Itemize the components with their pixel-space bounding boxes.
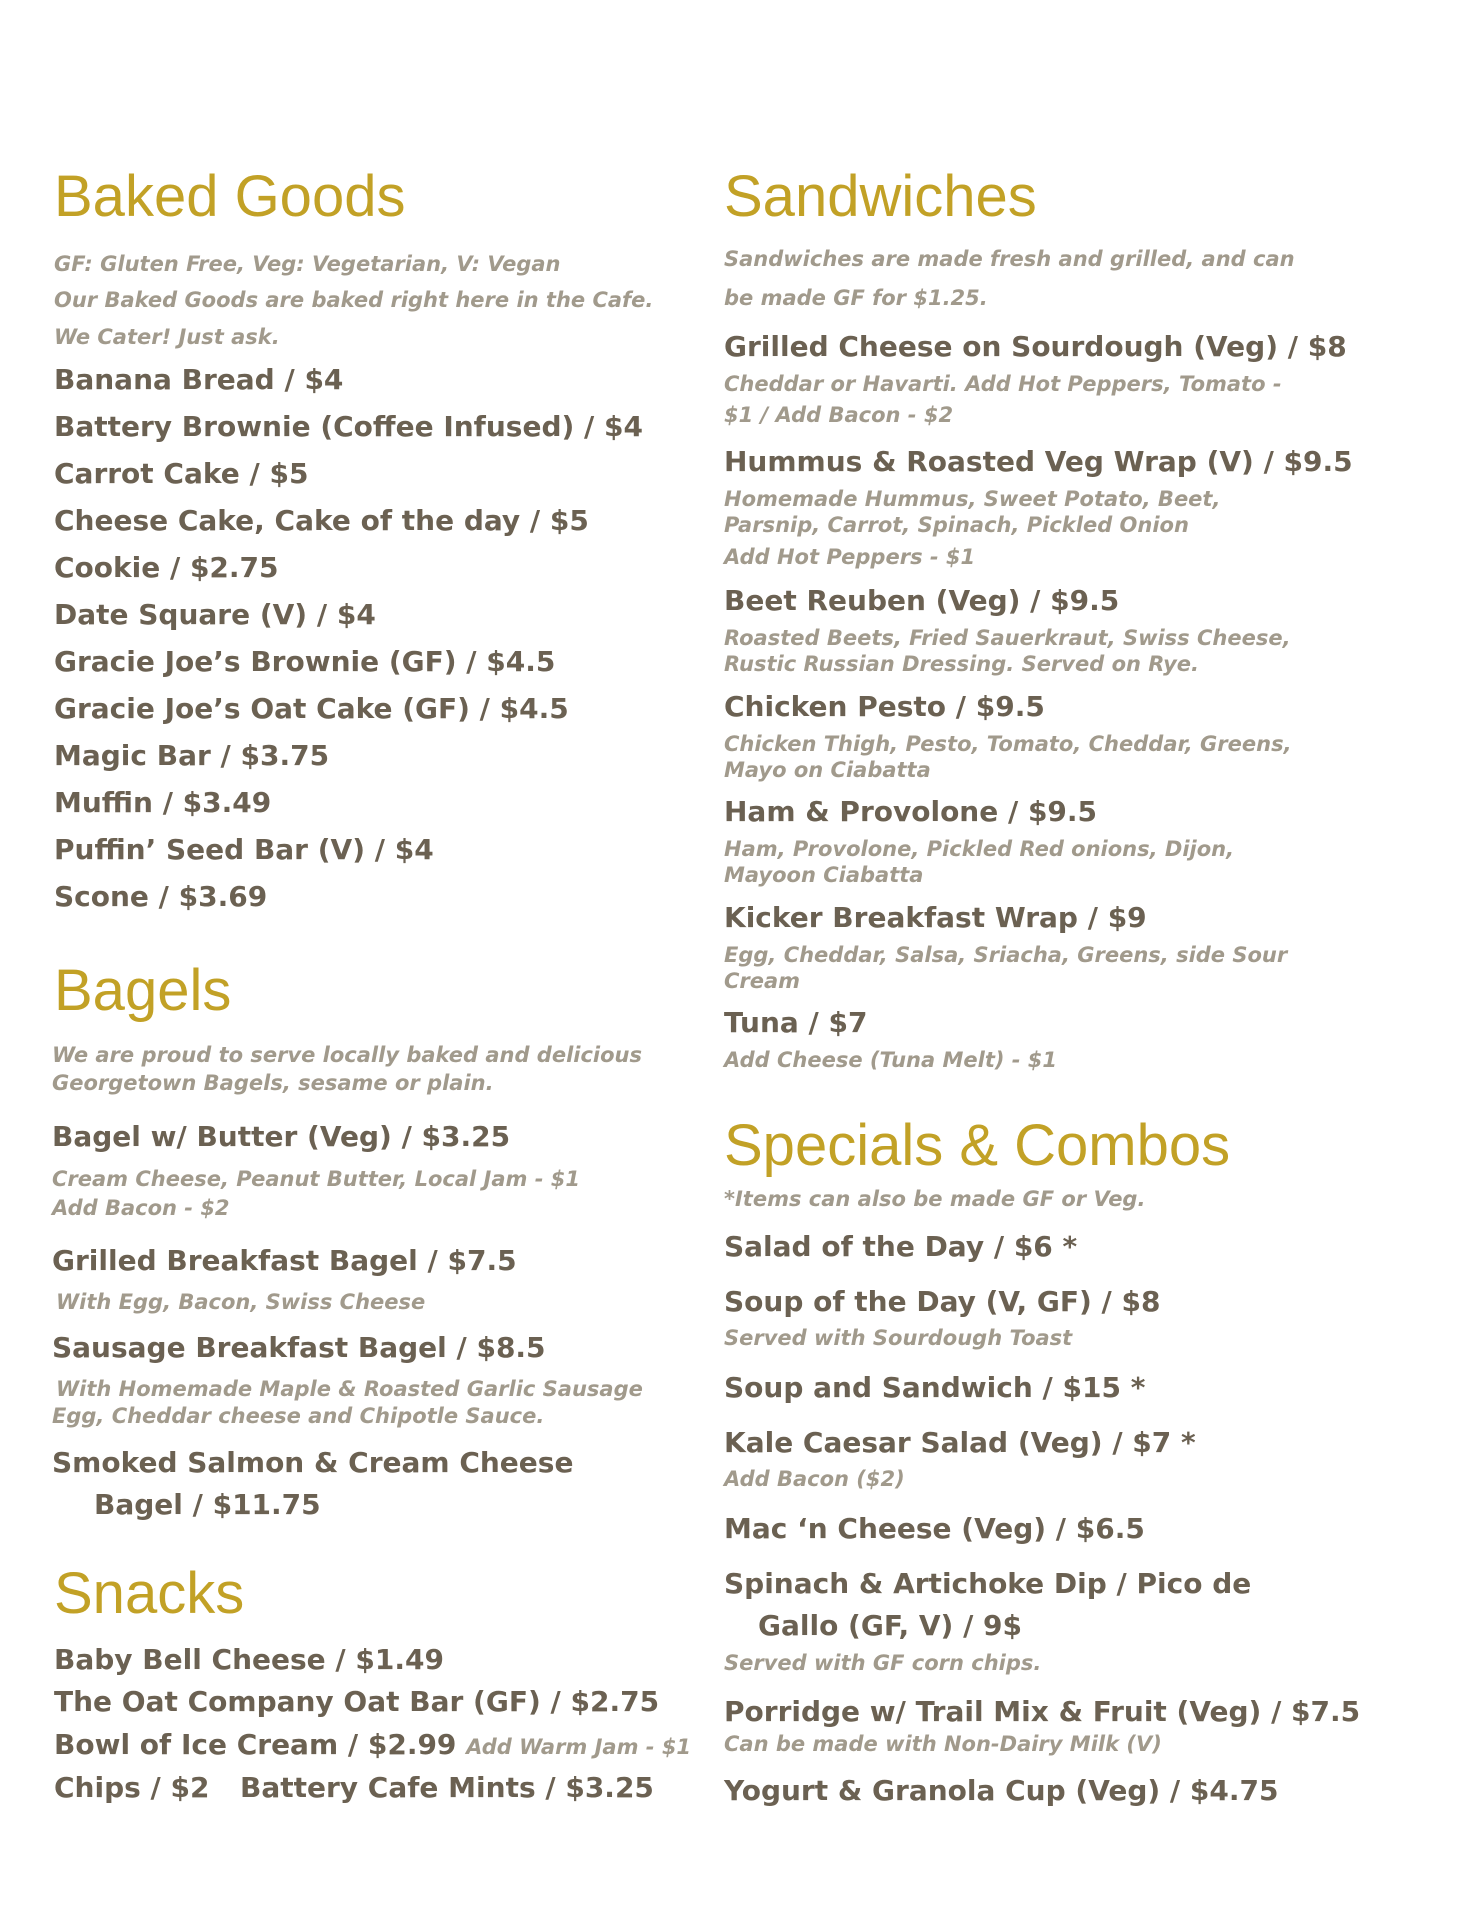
item-description: Mayoon Ciabatta (724, 863, 924, 887)
bagels-intro: Georgetown Bagels, sesame or plain. (52, 1071, 494, 1095)
menu-item: Yogurt & Granola Cup (Veg) / $4.75 (724, 1774, 1279, 1807)
item-description: Add Bacon - $2 (52, 1196, 230, 1220)
menu-item: Bowl of Ice Cream / $2.99 (54, 1728, 457, 1761)
menu-item: Salad of the Day / $6 * (724, 1230, 1078, 1263)
bagels-heading: Bagels (54, 958, 232, 1023)
item-description: Homemade Hummus, Sweet Potato, Beet, (724, 487, 1221, 511)
item-description: Mayo on Ciabatta (724, 758, 931, 782)
baked-goods-cater-note: We Cater! Just ask. (54, 325, 280, 349)
menu-item: Cheese Cake, Cake of the day / $5 (54, 504, 589, 537)
item-description: Cheddar or Havarti. Add Hot Peppers, Tomato - (724, 372, 1282, 396)
item-description: Rustic Russian Dressing. Served on Rye. (724, 652, 1199, 676)
baked-goods-legend-note: GF: Gluten Free, Veg: Vegetarian, V: Vegan (54, 252, 561, 276)
menu-item: Mac ‘n Cheese (Veg) / $6.5 (724, 1512, 1145, 1545)
menu-item: Ham & Provolone / $9.5 (724, 795, 1098, 828)
baked-goods-heading: Baked Goods (54, 164, 406, 229)
item-description: Parsnip, Carrot, Spinach, Pickled Onion (724, 513, 1189, 537)
menu-item-continued: Bagel / $11.75 (94, 1488, 321, 1521)
item-description: Cream Cheese, Peanut Butter, Local Jam - $1 (52, 1167, 580, 1191)
menu-item: Soup and Sandwich / $15 * (724, 1371, 1146, 1404)
item-addon-note: Add Warm Jam - $1 (466, 1735, 692, 1759)
item-description: Chicken Thigh, Pesto, Tomato, Cheddar, Greens, (724, 732, 1292, 756)
menu-item: Sausage Breakfast Bagel / $8.5 (52, 1331, 546, 1364)
item-description: Can be made with Non-Dairy Milk (V) (724, 1732, 1162, 1756)
menu-item: Magic Bar / $3.75 (54, 739, 330, 772)
menu-item: Chicken Pesto / $9.5 (724, 690, 1045, 723)
item-description: Served with Sourdough Toast (724, 1326, 1073, 1350)
menu-item-ice-cream (54, 1728, 692, 1761)
menu-item: Battery Brownie (Coffee Infused) / $4 (54, 410, 643, 443)
menu-item: Beet Reuben (Veg) / $9.5 (724, 584, 1120, 617)
menu-item: Grilled Cheese on Sourdough (Veg) / $8 (724, 330, 1347, 363)
menu-item: Date Square (V) / $4 (54, 598, 376, 631)
item-description: Ham, Provolone, Pickled Red onions, Dijon, (724, 837, 1235, 861)
menu-item: The Oat Company Oat Bar (GF) / $2.75 (54, 1685, 660, 1718)
menu-item: Gracie Joe’s Oat Cake (GF) / $4.5 (54, 692, 569, 725)
item-description: Served with GF corn chips. (724, 1651, 1042, 1675)
bagels-intro: We are proud to serve locally baked and delicious (52, 1043, 642, 1067)
sandwiches-heading: Sandwiches (724, 164, 1037, 229)
baked-goods-note: Our Baked Goods are baked right here in the Cafe. (54, 288, 654, 312)
menu-item: Banana Bread / $4 (54, 363, 344, 396)
menu-item: Gracie Joe’s Brownie (GF) / $4.5 (54, 645, 556, 678)
menu-item: Smoked Salmon & Cream Cheese (52, 1446, 574, 1479)
menu-item: Porridge w/ Trail Mix & Fruit (Veg) / $7.5 (724, 1695, 1361, 1728)
item-description: Roasted Beets, Fried Sauerkraut, Swiss Cheese, (724, 626, 1291, 650)
menu-item: Muffin / $3.49 (54, 786, 272, 819)
item-description: With Homemade Maple & Roasted Garlic Sausage (56, 1377, 643, 1401)
menu-item: Grilled Breakfast Bagel / $7.5 (52, 1244, 517, 1277)
sandwiches-intro: Sandwiches are made fresh and grilled, and can (724, 247, 1295, 271)
item-description: Egg, Cheddar, Salsa, Sriacha, Greens, side Sour (724, 943, 1288, 967)
menu-item: Spinach & Artichoke Dip / Pico de (724, 1567, 1252, 1600)
menu-item: Kicker Breakfast Wrap / $9 (724, 901, 1147, 934)
menu-item: Hummus & Roasted Veg Wrap (V) / $9.5 (724, 445, 1353, 478)
specials-heading: Specials & Combos (724, 1113, 1231, 1178)
menu-item: Scone / $3.69 (54, 880, 268, 913)
item-description: Add Hot Peppers - $1 (724, 545, 976, 569)
menu-item: Bagel w/ Butter (Veg) / $3.25 (52, 1120, 511, 1153)
menu-item: Puffin’ Seed Bar (V) / $4 (54, 833, 434, 866)
snacks-heading: Snacks (54, 1561, 245, 1626)
item-description: Cream (724, 969, 801, 993)
menu-item: Baby Bell Cheese / $1.49 (54, 1643, 444, 1676)
menu-item: Soup of the Day (V, GF) / $8 (724, 1285, 1161, 1318)
menu-item-continued: Gallo (GF, V) / 9$ (758, 1609, 1023, 1642)
menu-item: Kale Caesar Salad (Veg) / $7 * (724, 1426, 1196, 1459)
item-description: Add Cheese (Tuna Melt) - $1 (724, 1048, 1058, 1072)
menu-item: Cookie / $2.75 (54, 551, 279, 584)
menu-item: Chips / $2 (54, 1771, 210, 1804)
menu-item: Battery Cafe Mints / $3.25 (240, 1771, 654, 1804)
specials-intro: *Items can also be made GF or Veg. (724, 1187, 1146, 1211)
item-description: $1 / Add Bacon - $2 (724, 403, 954, 427)
item-description: With Egg, Bacon, Swiss Cheese (56, 1290, 426, 1314)
sandwiches-intro: be made GF for $1.25. (724, 286, 988, 310)
menu-item: Tuna / $7 (724, 1006, 868, 1039)
item-description: Egg, Cheddar cheese and Chipotle Sauce. (52, 1404, 545, 1428)
item-description: Add Bacon ($2) (724, 1467, 905, 1491)
menu-item: Carrot Cake / $5 (54, 457, 309, 490)
